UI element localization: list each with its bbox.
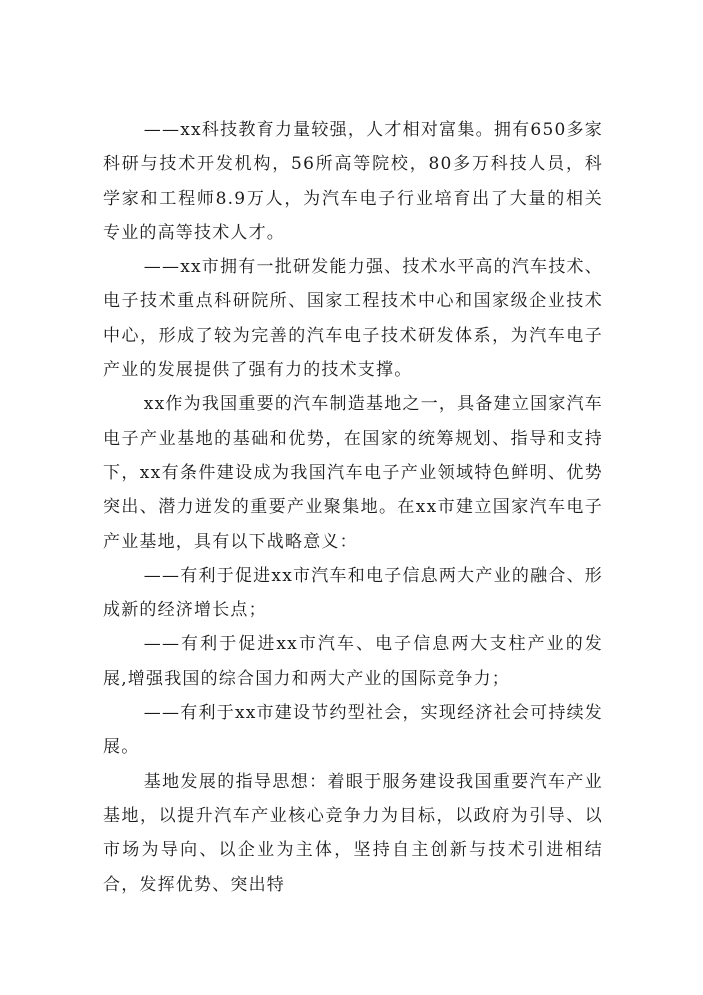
document-body bbox=[103, 113, 603, 902]
paragraph-guiding-ideology: 基地发展的指导思想：着眼于服务建设我国重要汽车产业基地，以提升汽车产业核心竞争力为目标，以政府为引导、以市场为导向、以企业为主体，坚持自主创新与技术引进相结合，发挥优势、突出特 bbox=[103, 771, 603, 895]
paragraph-strategic-significance: xx作为我国重要的汽车制造基地之一，具备建立国家汽车电子产业基地的基础和优势，在国家的统筹规划、指导和支持下，xx有条件建设成为我国汽车电子产业领域特色鲜明、优势突出、潜力迸发的重要产业聚集地。在xx市建立国家汽车电子产业基地，具有以下战略意义： bbox=[103, 394, 603, 552]
paragraph-industry-fusion: ——有利于促进xx市汽车和电子信息两大产业的融合、形成新的经济增长点； bbox=[103, 565, 603, 621]
paragraph-education-strength: ——xx科技教育力量较强，人才相对富集。拥有650多家科研与技术开发机构，56所高等院校，80多万科技人员，科学家和工程师8.9万人，为汽车电子行业培育出了大量的相关专业的高等技术人才。 bbox=[103, 120, 603, 243]
paragraph-competitiveness: ——有利于促进xx市汽车、电子信息两大支柱产业的发展,增强我国的综合国力和两大产业的国际竞争力； bbox=[103, 634, 603, 689]
paragraph-sustainable-development: ——有利于xx市建设节约型社会，实现经济社会可持续发展。 bbox=[103, 703, 603, 758]
paragraph-research-institutes: ——xx市拥有一批研发能力强、技术水平高的汽车技术、电子技术重点科研院所、国家工程技术中心和国家级企业技术中心，形成了较为完善的汽车电子技术研发体系，为汽车电子产业的发展提供了强有力的技术支撑。 bbox=[103, 257, 603, 381]
